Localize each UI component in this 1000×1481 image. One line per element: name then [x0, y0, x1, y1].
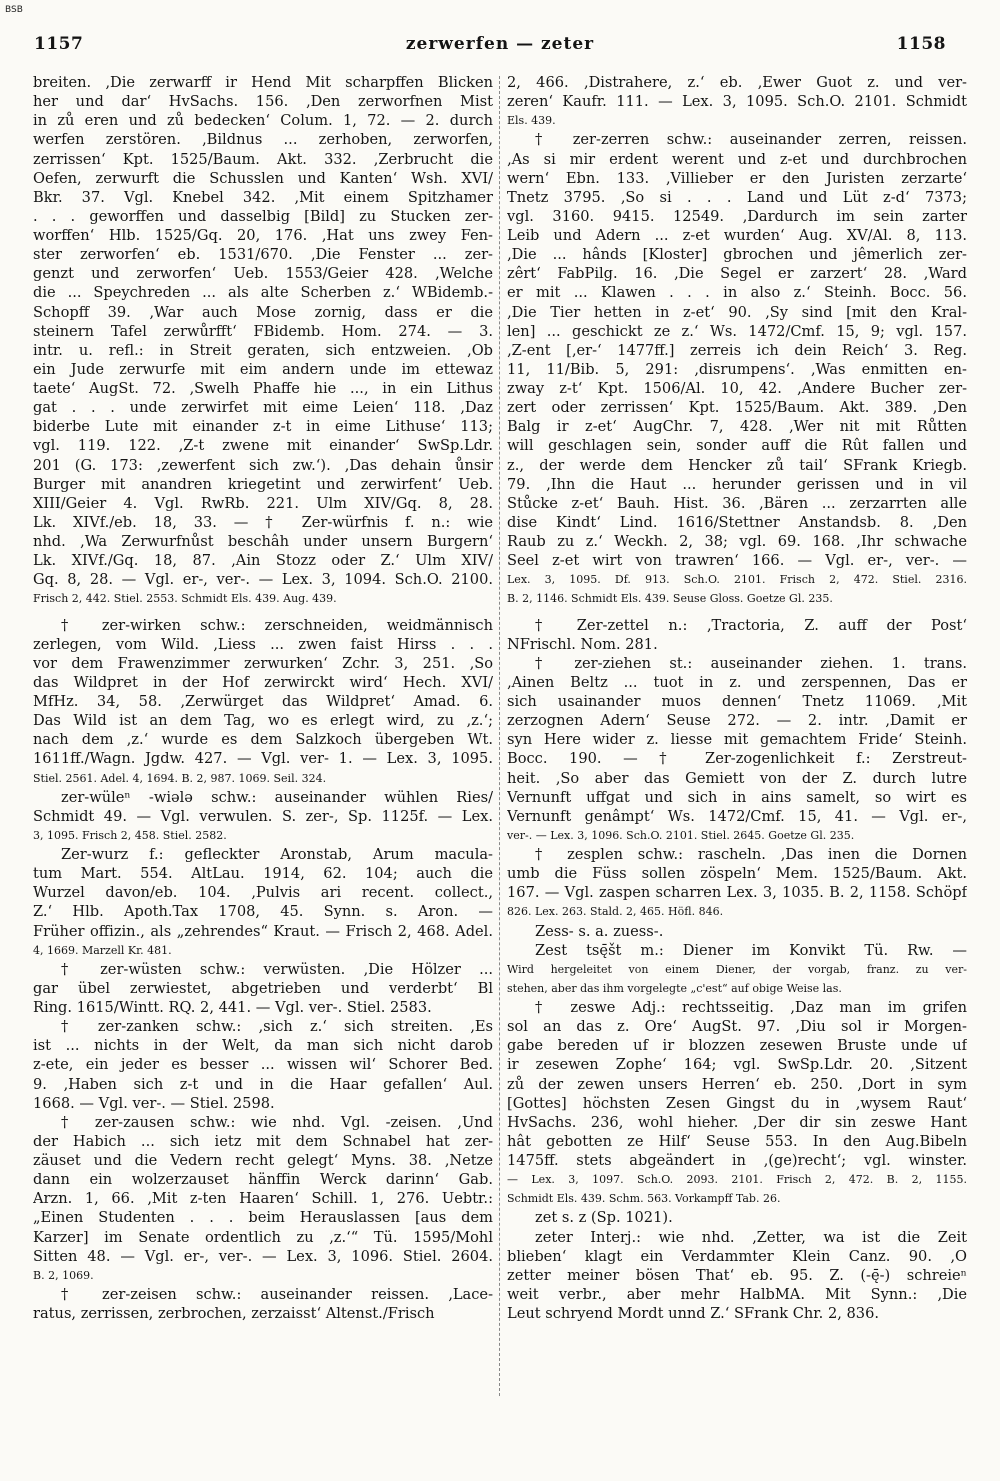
text-line: zerrissen‘ Kpt. 1525/Baum. Akt. 332. ‚Zerbrucht die — [33, 150, 493, 168]
text-line: das Wildpret in der Hof zerwirckt wird‘ Hech. XVI/ — [33, 673, 493, 691]
entry-separator — [33, 609, 493, 616]
text-line: werfen zerstören. ‚Bildnus ... zerhoben, zerworfen, — [33, 131, 493, 149]
text-line: biderbe Lute mit einander z-t in eime Lithuse‘ 113; — [33, 418, 493, 436]
text-line: Balg ir z-et‘ AugChr. 7, 428. ‚Wer nit mit Růtten — [507, 418, 967, 436]
text-line: ‚Die ... hânds [Kloster] gbrochen und jêmerlich zer- — [507, 246, 967, 264]
text-line: zetter meiner bösen That‘ eb. 95. Z. (-ę̄-) schreieⁿ — [507, 1266, 967, 1284]
text-line: B. 2, 1146. Schmidt Els. 439. Seuse Gloss. Goetze Gl. 235. — [507, 592, 833, 606]
text-line: gar übel zerwiestet, abgetrieben und verderbt‘ Bl — [33, 979, 493, 997]
text-line: — Lex. 3, 1097. Sch.O. 2093. 2101. Frisch 2, 472. B. 2, 1155. — [507, 1173, 967, 1187]
text-line: sich usainander muos dennen‘ Tnetz 11069. ‚Mit — [507, 693, 967, 710]
text-line: Zest tsę̄št m.: Diener im Konvikt Tü. Rw. — — [535, 941, 967, 959]
text-line: Ring. 1615/Wintt. RQ. 2, 441. — Vgl. ver-. Stiel. 2583. — [33, 999, 432, 1016]
text-line: Das Wild ist an dem Tag, wo es erlegt wird, zu ‚z.‘; — [33, 712, 493, 730]
text-line: sol an das z. Ore‘ AugSt. 97. ‚Diu sol ir Morgen- — [507, 1018, 967, 1036]
text-line: zet s. z (Sp. 1021). — [535, 1209, 673, 1227]
text-line: Tnetz 3795. ‚So si . . . Land und Lüt z-d‘ 7373; — [507, 188, 967, 206]
text-line: will geschlagen sein, sonder auff die Rût fallen und — [507, 437, 967, 455]
text-line: z-ete, ein jeder es besser ... wissen wil‘ Schorer Bed. — [33, 1056, 493, 1074]
text-line: Lex. 3, 1095. Df. 913. Sch.O. 2101. Frisch 2, 472. Stiel. 2316. — [507, 573, 967, 587]
text-line: Raub zu z.‘ Weckh. 2, 38; vgl. 69. 168. ‚Ihr schwache — [507, 533, 967, 550]
column-divider — [499, 76, 500, 1396]
text-line: 1475ff. stets abgeändert in ‚(ge)recht‘; vgl. winster. — [507, 1152, 967, 1169]
text-line: 2, 466. ‚Distrahere, z.‘ eb. ‚Ewer Guot z. und ver- — [507, 74, 967, 91]
text-line: ‚Ainen Beltz ... tuot in z. und zerspennen, Das er — [507, 673, 967, 691]
text-line: 11, 11/Bib. 5, 291: ‚disrumpens‘. ‚Was enmitten en- — [507, 360, 967, 378]
text-line: Wird hergeleitet von einem Diener, der vorgab, franz. zu ver- — [507, 962, 967, 976]
text-line: gat . . . unde zerwirfet mit eime Leien‘ 118. ‚Daz — [33, 399, 493, 417]
text-line: heit. ‚So aber das Gemiett von der Z. durch lutre — [507, 769, 967, 787]
text-line: gabe bereden uf ir blozzen zesewen Bruste unde uf — [507, 1037, 967, 1055]
text-line: † zeswe Adj.: rechtsseitig. ‚Daz man im grifen — [535, 999, 967, 1016]
text-line: ist ... nichts in der Welt, da man sich nicht darob — [33, 1037, 493, 1055]
text-line: „Einen Studenten . . . beim Herauslassen [aus dem — [33, 1209, 493, 1227]
text-line: [Gottes] höchsten Zesen Gingst du in ‚wysem Raut‘ — [507, 1094, 967, 1112]
text-line: MfHz. 34, 58. ‚Zerwürget das Wildpret‘ Amad. 6. — [33, 693, 493, 710]
text-line: nach dem ‚z.‘ wurde es dem Salzkoch übergeben Wt. — [33, 731, 493, 749]
text-line: † zer-wüsten schw.: verwüsten. ‚Die Hölzer ... — [61, 960, 493, 978]
text-line: ster zerworfen‘ eb. 1531/670. ‚Die Fenster ... zer- — [33, 246, 493, 264]
text-line: wern‘ Ebn. 133. ‚Villieber er den Juristen zerzarte‘ — [507, 169, 967, 187]
text-line: Schmidt 49. — Vgl. verwulen. S. zer-, Sp. 1125f. — Lex. — [33, 807, 493, 825]
text-line: zerlegen, vom Wild. ‚Liess ... zwen faist Hirss . . . — [33, 635, 493, 653]
text-line: vor dem Frawenzimmer zerwurken‘ Zchr. 3, 251. ‚So — [33, 654, 493, 672]
text-line: Leib und Adern ... z-et wurden‘ Aug. XV/Al. 8, 113. — [507, 227, 967, 244]
text-line: ‚As si mir erdent werent und z-et und durchbrochen — [507, 150, 967, 168]
text-line: Schmidt Els. 439. Schm. 563. Vorkampff Tab. 26. — [507, 1192, 781, 1206]
text-line: zer-wüleⁿ -wiələ schw.: auseinander wühlen Ries/ — [61, 788, 493, 806]
text-line: Bkr. 37. Vgl. Knebel 342. ‚Mit einem Spitzhamer — [33, 188, 493, 206]
text-line: XIII/Geier 4. Vgl. RwRb. 221. Ulm XIV/Gq. 8, 28. — [33, 494, 493, 512]
text-line: Sitten 48. — Vgl. er-, ver-. — Lex. 3, 1096. Stiel. 2604. — [33, 1247, 493, 1265]
text-line: worffen‘ Hlb. 1525/Gq. 20, 176. ‚Hat uns zwey Fen- — [33, 227, 493, 244]
text-line: Arzn. 1, 66. ‚Mit z-ten Haaren‘ Schill. 1, 276. Uebtr.: — [33, 1190, 493, 1208]
column-right — [507, 73, 967, 1403]
text-line: ver-. — Lex. 3, 1096. Sch.O. 2101. Stiel. 2645. Goetze Gl. 235. — [507, 828, 855, 842]
text-line: ein Jude zerwurfe mit eim andern unde im ettewaz — [33, 360, 493, 378]
text-line: Früher offizin., als „zehrendes“ Kraut. — Frisch 2, 468. Adel. — [33, 922, 493, 940]
text-line: zerzognen Adern‘ Seuse 272. — 2. intr. ‚Damit er — [507, 712, 967, 730]
text-line: zway z-t‘ Kpt. 1506/Al. 10, 42. ‚Andere Bucher zer- — [507, 380, 967, 397]
text-line: Stůcke z-et‘ Bauh. Hist. 36. ‚Bären ... zerzarrten alle — [507, 494, 967, 512]
text-line: ‚Z-ent [‚er-‘ 1477ff.] zerreis ich dein Reich‘ 3. Reg. — [507, 341, 967, 359]
text-line: Burger mit anandren kriegetint und zerwirfent‘ Ueb. — [33, 475, 493, 493]
text-line: weit verbr., aber mehr HalbMA. Mit Synn.: ‚Die — [507, 1285, 967, 1303]
text-line: † zer-zerren schw.: auseinander zerren, reissen. — [535, 131, 967, 149]
text-line: † zer-zanken schw.: ‚sich z.‘ sich streiten. ‚Es — [61, 1018, 493, 1036]
text-line: hât gebotten ze Hilf‘ Seuse 553. In den Aug.Bibeln — [507, 1132, 967, 1150]
text-line: ir zesewen Zophe‘ 164; vgl. SwSp.Ldr. 20. ‚Sitzent — [507, 1056, 967, 1074]
text-line: Vernunft uffgat und sich in ains samelt, so wirt es — [507, 788, 967, 806]
text-line: 9. ‚Haben sich z-t und in die Haar gefallen‘ Aul. — [33, 1075, 493, 1093]
text-line: len] ... geschickt ze z.‘ Ws. 1472/Cmf. 15, 9; vgl. 157. — [507, 322, 967, 340]
text-line: z., der werde dem Hencker zů tail‘ SFrank Kriegb. — [507, 456, 967, 474]
text-line: Karzer] im Senate ordentlich zu ‚z.‘“ Tü. 1595/Mohl — [33, 1228, 493, 1246]
text-line: Gq. 8, 28. — Vgl. er-, ver-. — Lex. 3, 1094. Sch.O. 2100. — [33, 571, 493, 589]
text-line: zeter Interj.: wie nhd. ‚Zetter, wa ist die Zeit — [535, 1228, 967, 1246]
text-line: Oefen, zerwurft die Schusslen und Kanten‘ Wsh. XVI/ — [33, 169, 493, 187]
text-line: zert oder zerrissen‘ Kpt. 1525/Baum. Akt. 389. ‚Den — [507, 399, 967, 417]
text-line: taete‘ AugSt. 72. ‚Swelh Phaffe hie ..., in ein Lithus — [33, 380, 493, 397]
text-line: Lk. XIVf./Gq. 18, 87. ‚Ain Stozz oder Z.‘ Ulm XIV/ — [33, 552, 493, 570]
column-left — [33, 73, 493, 1403]
text-line: Zess- s. a. zuess-. — [535, 922, 664, 940]
text-line: 826. Lex. 263. Stald. 2, 465. Höfl. 846. — [507, 905, 724, 919]
text-line: 4, 1669. Marzell Kr. 481. — [33, 943, 172, 957]
text-line: Bocc. 190. — † Zer-zogenlichkeit f.: Zerstreut- — [507, 750, 967, 768]
text-line: tum Mart. 554. AltLau. 1914, 62. 104; auch die — [33, 865, 493, 883]
text-line: ‚Die Tier hetten in z-et‘ 90. ‚Sy sind [mit den Kral- — [507, 303, 967, 321]
page-number-right: 1158 — [896, 34, 946, 54]
text-line: Vernunft genâmpt‘ Ws. 1472/Cmf. 15, 41. — Vgl. er-, — [507, 807, 967, 825]
text-line: zäuset und die Vedern recht gelegt‘ Myns. 38. ‚Netze — [33, 1152, 493, 1169]
text-line: breiten. ‚Die zerwarff ir Hend Mit scharpffen Blicken — [33, 74, 493, 91]
text-line: 79. ‚Ihn die Haut ... herunder gerissen und in vil — [507, 475, 967, 493]
text-line: Els. 439. — [507, 114, 556, 128]
text-line: 201 (G. 173: ‚zewerfent sich zw.‘). ‚Das dehain ůnsir — [33, 456, 493, 474]
text-line: dise Kindt‘ Lind. 1616/Stettner Anstandsb. 8. ‚Den — [507, 513, 967, 531]
text-line: umb die Füss sollen zöspeln‘ Mem. 1525/Baum. Akt. — [507, 865, 967, 883]
text-line: ratus, zerrissen, zerbrochen, zerzaisst‘ Altenst./Frisch — [33, 1305, 435, 1322]
text-line: her und dar‘ HvSachs. 156. ‚Den zerworfnen Mist — [33, 93, 493, 111]
text-line: 3, 1095. Frisch 2, 458. Stiel. 2582. — [33, 828, 227, 842]
text-line: genzt und zerworfen‘ Ueb. 1553/Geier 428. ‚Welche — [33, 265, 493, 283]
text-line: nhd. ‚Wa Zerwurfnůst beschâh under unsern Burgern‘ — [33, 533, 493, 550]
text-line: Schopff 39. ‚War auch Mose zornig, dass er die — [33, 303, 493, 321]
text-line: † zesplen schw.: rascheln. ‚Das inen die Dornen — [535, 846, 967, 863]
entry-separator — [507, 609, 967, 616]
text-line: Leut schryend Mordt unnd Z.‘ SFrank Chr. 2, 836. — [507, 1305, 880, 1322]
text-line: Zer-wurz f.: gefleckter Aronstab, Arum macula- — [61, 846, 493, 863]
text-line: HvSachs. 236, wohl hieher. ‚Der dir sin zeswe Hant — [507, 1113, 967, 1131]
text-line: intr. u. refl.: in Streit geraten, sich entzweien. ‚Ob — [33, 341, 493, 359]
text-line: Z.‘ Hlb. Apoth.Tax 1708, 45. Synn. s. Aron. — — [33, 903, 493, 921]
text-line: Wurzel davon/eb. 104. ‚Pulvis ari recent. collect., — [33, 884, 493, 902]
text-line: dann ein wolzerzauset hänffin Werck darinn‘ Gab. — [33, 1171, 493, 1189]
text-line: 1668. — Vgl. ver-. — Stiel. 2598. — [33, 1094, 275, 1112]
text-line: † zer-zausen schw.: wie nhd. Vgl. -zeisen. ‚Und — [61, 1113, 493, 1131]
running-head: zerwerfen — zeter — [405, 34, 595, 54]
text-line: zêrt‘ FabPilg. 16. ‚Die Segel er zarzert‘ 28. ‚Ward — [507, 265, 967, 283]
text-line: † zer-ziehen st.: auseinander ziehen. 1. trans. — [535, 654, 967, 672]
text-line: vgl. 119. 122. ‚Z-t zwene mit einander‘ SwSp.Ldr. — [33, 437, 493, 455]
text-line: vgl. 3160. 9415. 12549. ‚Dardurch im sein zarter — [507, 207, 967, 225]
page-number-left: 1157 — [34, 34, 84, 54]
text-line: Lk. XIVf./eb. 18, 33. — † Zer-würfnis f. n.: wie — [33, 513, 493, 531]
text-line: 167. — Vgl. zaspen scharren Lex. 3, 1035. B. 2, 1158. Schöpf — [507, 884, 967, 902]
text-line: Frisch 2, 442. Stiel. 2553. Schmidt Els. 439. Aug. 439. — [33, 592, 337, 606]
text-line: † Zer-zettel n.: ‚Tractoria, Z. auff der Post‘ — [535, 616, 967, 634]
text-line: zů der zewen unsers Herren‘ eb. 250. ‚Dort in sym — [507, 1075, 967, 1093]
text-line: in zů eren und zů bedecken‘ Colum. 1, 72. — 2. durch — [33, 112, 493, 130]
text-line: zeren‘ Kaufr. 111. — Lex. 3, 1095. Sch.O. 2101. Schmidt — [507, 93, 967, 111]
text-line: die ... Speychreden ... als alte Scherben z.‘ WBidemb.- — [33, 284, 493, 302]
text-line: stehen, aber das ihm vorgelegte „c'est“ auf obige Weise las. — [507, 981, 842, 995]
text-line: syn Here wider z. liesse mit gemachtem Fride‘ Steinh. — [507, 731, 967, 749]
text-line: † zer-zeisen schw.: auseinander reissen. ‚Lace- — [61, 1285, 493, 1303]
text-line: er mit ... Klawen . . . in also z.‘ Steinh. Bocc. 56. — [507, 284, 967, 302]
text-line: † zer-wirken schw.: zerschneiden, weidmännisch — [61, 616, 493, 634]
text-line: 1611ff./Wagn. Jgdw. 427. — Vgl. ver- 1. — Lex. 3, 1095. — [33, 750, 493, 768]
library-stamp: BSB — [5, 5, 23, 15]
text-line: Stiel. 2561. Adel. 4, 1694. B. 2, 987. 1069. Seil. 324. — [33, 771, 327, 785]
text-line: der Habich ... sich ietz mit dem Schnabel hat zer- — [33, 1132, 493, 1150]
text-line: B. 2, 1069. — [33, 1268, 94, 1282]
text-line: blieben‘ klagt ein Verdammter Klein Canz. 90. ‚O — [507, 1247, 967, 1265]
text-line: NFrischl. Nom. 281. — [507, 635, 658, 653]
text-line: steinern Tafel zerwůrfft‘ FBidemb. Hom. 274. — 3. — [33, 322, 493, 340]
text-line: Seel z-et wirt von trawren‘ 166. — Vgl. er-, ver-. — — [507, 552, 967, 570]
text-line: . . . geworffen und dasselbig [Bild] zu Stucken zer- — [33, 207, 493, 225]
